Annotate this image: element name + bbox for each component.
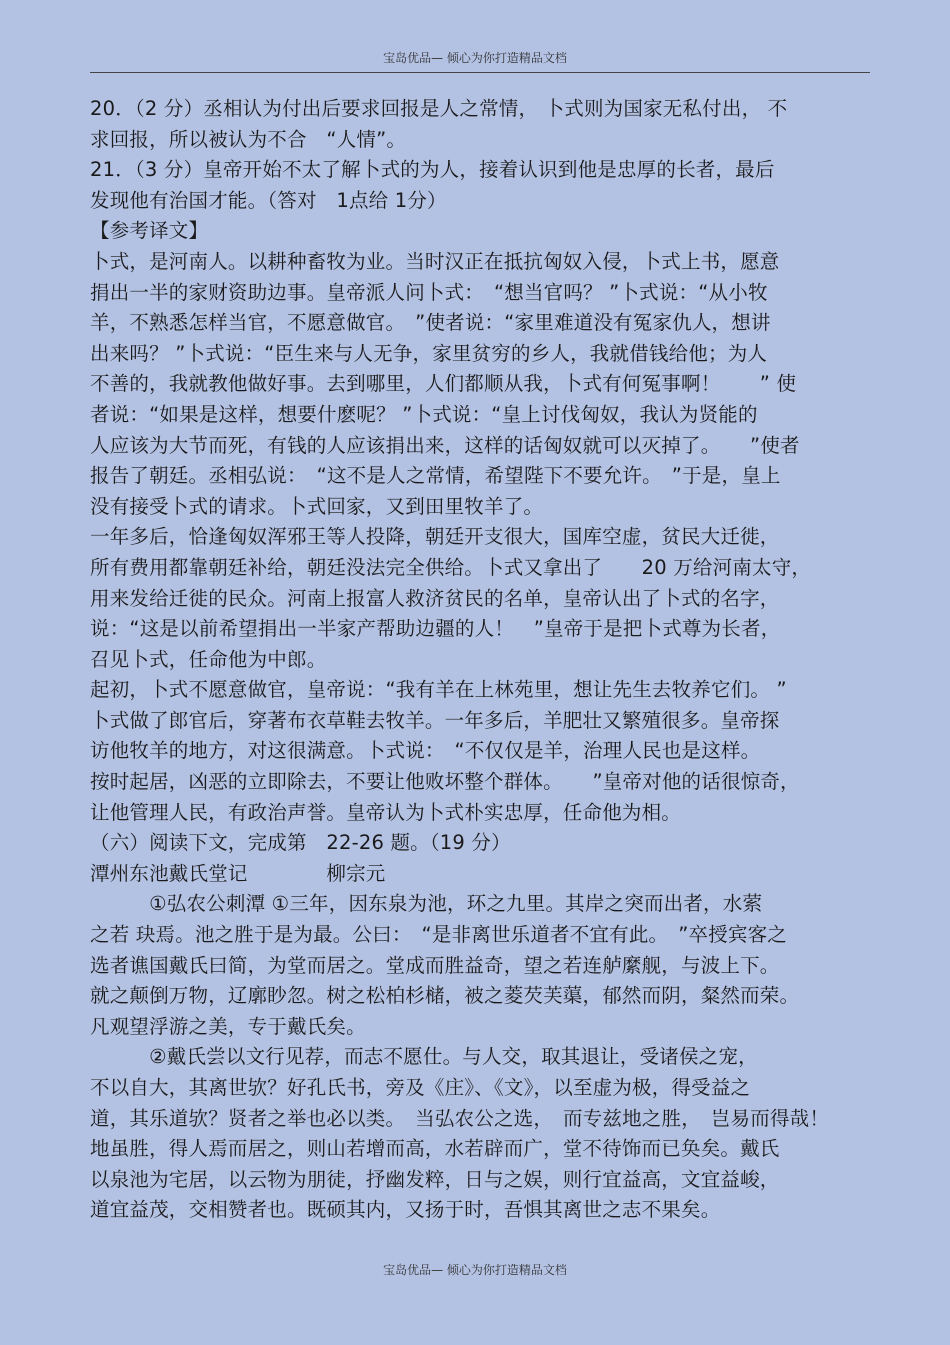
page-footer: 宝岛优品— 倾心为你打造精品文档 [383, 1263, 567, 1277]
header-divider [90, 72, 870, 73]
text-line: 21．（3 分）皇帝开始不太了解卜式的为人，接着认识到他是忠厚的长者，最后 [90, 158, 775, 182]
essay-title: 潭州东池戴氏堂记 柳宗元 [90, 861, 386, 885]
text-line: ①弘农公刺潭 ①三年，因东泉为池，环之九里。其岸之突而出者，水萦 [90, 892, 763, 916]
text-line: 让他管理人民，有政治声誉。皇帝认为卜式朴实忠厚，任命他为相。 [90, 800, 682, 824]
text-line: 按时起居，凶恶的立即除去，不要让他败坏整个群体。 ”皇帝对他的话很惊奇， [90, 770, 800, 794]
section-heading: （六）阅读下文，完成第 22-26 题。（19 分） [90, 831, 511, 855]
text-line: 以泉池为宅居，以云物为朋徒，抒幽发粹，日与之娱，则行宜益高，文宜益峻， [90, 1167, 780, 1191]
text-line: 卜式做了郎官后，穿著布衣草鞋去牧羊。一年多后，羊肥壮又繁殖很多。皇帝探 [90, 708, 780, 732]
text-line: 用来发给迁徙的民众。河南上报富人救济贫民的名单，皇帝认出了卜式的名字， [90, 586, 780, 610]
text-line: 卜式，是河南人。以耕种畜牧为业。当时汉正在抵抗匈奴入侵，卜式上书，愿意 [90, 249, 780, 273]
text-line: 出来吗？ ”卜式说：“臣生来与人无争，家里贫穷的乡人，我就借钱给他；为人 [90, 341, 768, 365]
text-line: 者说：“如果是这样，想要什麽呢？ ”卜式说：“皇上讨伐匈奴，我认为贤能的 [90, 402, 758, 426]
text-line: 一年多后，恰逢匈奴浑邪王等人投降，朝廷开支很大，国库空虚，贫民大迁徙， [90, 525, 780, 549]
text-line: 地虽胜，得人焉而居之，则山若增而高，水若辟而广，堂不待饰而已奂矣。戴氏 [90, 1137, 780, 1161]
text-line: 就之颠倒万物，辽廓眇忽。树之松柏杉槠，被之菱芡芙蕖，郁然而阴，粲然而荣。 [90, 984, 800, 1008]
text-line: 所有费用都靠朝廷补给，朝廷没法完全供给。卜式又拿出了 20 万给河南太守， [90, 555, 812, 579]
text-line: 之若 玦焉。池之胜于是为最。公曰： “是非离世乐道者不宜有此。 ”卒授宾客之 [90, 923, 788, 947]
text-line: 说：“这是以前希望捐出一半家产帮助边疆的人！ ”皇帝于是把卜式尊为长者， [90, 617, 781, 641]
text-line: 20．（2 分）丞相认为付出后要求回报是人之常情， 卜式则为国家无私付出， 不 [90, 97, 788, 120]
text-line: 报告了朝廷。丞相弘说： “这不是人之常情，希望陛下不要允许。 ”于是，皇上 [90, 464, 781, 488]
text-line: 凡观望浮游之美，专于戴氏矣。 [90, 1014, 366, 1038]
text-line: 没有接受卜式的请求。卜式回家，又到田里牧羊了。 [90, 494, 544, 518]
text-line: 道宜益茂，交相赞者也。既硕其内，又扬于时，吾惧其离世之志不果矣。 [90, 1198, 721, 1222]
text-line: 不善的，我就教他做好事。去到哪里，人们都顺从我，卜式有何冤事啊！ ” 使 [90, 372, 797, 396]
section-heading: 【参考译文】 [90, 219, 209, 243]
text-line: ②戴氏尝以文行见荐，而志不愿仕。与人交，取其退让，受诸侯之宠， [90, 1045, 758, 1069]
text-line: 羊，不熟悉怎样当官，不愿意做官。 ”使者说：“家里难道没有冤家仇人，想讲 [90, 311, 771, 335]
text-line: 人应该为大节而死，有钱的人应该捐出来，这样的话匈奴就可以灭掉了。 ”使者 [90, 433, 800, 457]
text-line: 求回报，所以被认为不合 “人情”。 [90, 127, 407, 151]
text-line: 选者谯国戴氏曰简，为堂而居之。堂成而胜益奇，望之若连舻縻舰，与波上下。 [90, 953, 780, 977]
text-line: 捐出一半的家财资助边事。皇帝派人问卜式： “想当官吗？ ”卜式说：“从小牧 [90, 280, 768, 304]
text-line: 不以自大，其离世欤？好孔氏书，旁及《庄》、《文》，以至虚为极，得受益之 [90, 1076, 751, 1099]
text-line: 发现他有治国才能。（答对 1点给 1分） [90, 188, 447, 212]
text-line: 访他牧羊的地方，对这很满意。卜式说： “不仅仅是羊，治理人民也是这样。 [90, 739, 761, 763]
document-body [90, 94, 865, 1226]
text-line: 道，其乐道欤？贤者之举也必以类。 当弘农公之选， 而专兹地之胜， 岂易而得哉！ [90, 1106, 830, 1130]
text-line: 召见卜式，任命他为中郎。 [90, 647, 327, 671]
text-line: 起初，卜式不愿意做官，皇帝说：“我有羊在上林苑里，想让先生去牧养它们。 ” [90, 678, 787, 702]
page-header: 宝岛优品— 倾心为你打造精品文档 [383, 51, 567, 65]
